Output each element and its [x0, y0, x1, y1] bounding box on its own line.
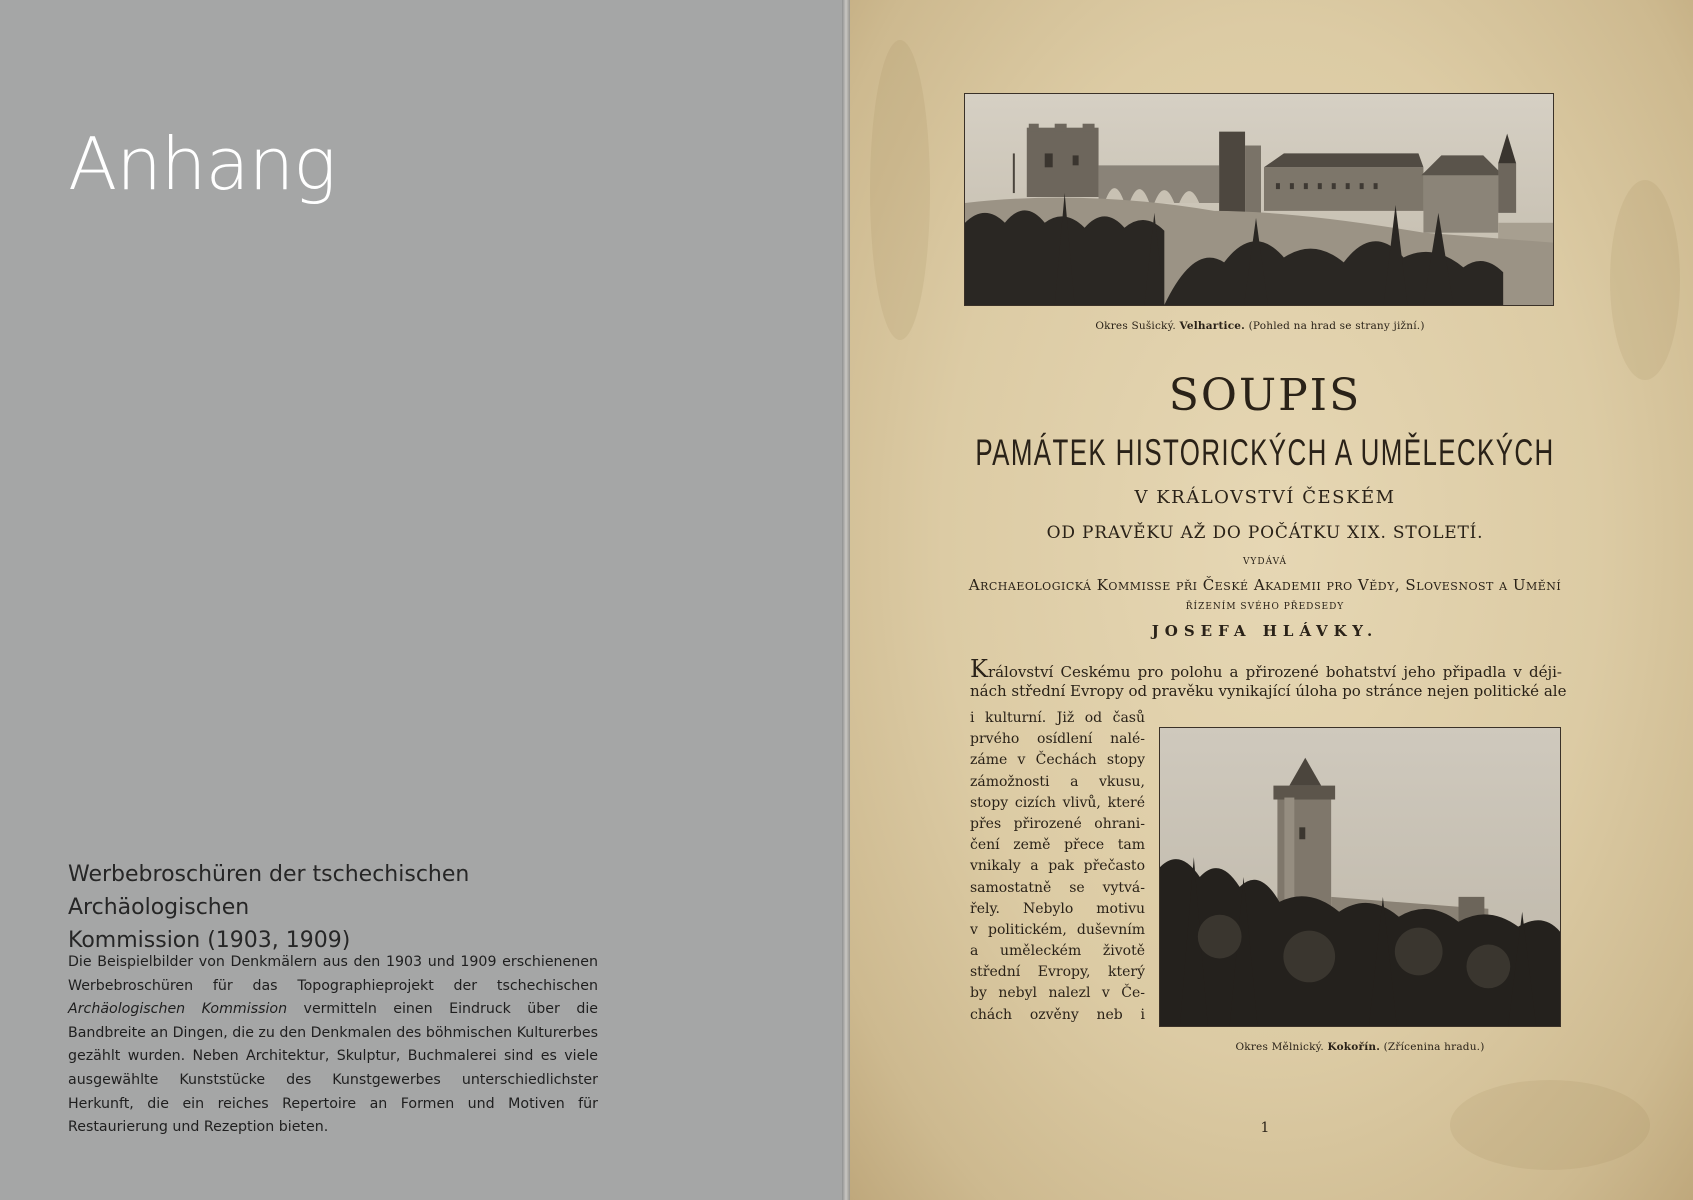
column-line: i kulturní. Již od časů	[970, 710, 1145, 726]
column-line: v politickém, duševním	[970, 921, 1145, 938]
column-line: řely. Nebylo motivu	[970, 900, 1145, 917]
column-line: vnikaly a pak přečasto	[970, 858, 1145, 875]
bottom-caption-suffix: (Zřícenina hradu.)	[1380, 1041, 1485, 1053]
column-line: záme v Čechách stopy	[970, 752, 1145, 769]
title-od-praveku: OD PRAVĚKU AŽ DO POČÁTKU XIX. STOLETÍ.	[1046, 523, 1484, 543]
title-pamatek: PAMÁTEK HISTORICKÝCH A UMĚLECKÝCH	[975, 432, 1555, 473]
top-caption-suffix: (Pohled na hrad se strany jižní.)	[1245, 320, 1425, 332]
page-number: 1	[1260, 1120, 1270, 1136]
intro-line-2: nách střední Evropy od pravěku vynikající úloha po stránce nejen politické ale	[970, 682, 1567, 700]
body-paragraph	[68, 951, 598, 1140]
publisher-name: Archaeologická Kommisse při České Akademii pro Vědy, Slovesnost a Umění	[968, 576, 1562, 594]
velhartice-castle-photo	[964, 93, 1554, 306]
column-line: přes přirozené ohrani-	[970, 815, 1145, 832]
top-caption-place: Velhartice.	[1179, 320, 1246, 332]
body-italic-term: Archäologischen Kommission	[68, 1001, 288, 1018]
bottom-caption-place: Kokořín.	[1327, 1041, 1381, 1053]
page-title: Anhang	[68, 122, 336, 206]
column-line: čení země přece tam	[970, 837, 1145, 854]
body-text-part-2: vermitteln einen Eindruck über die Bandbreite an Dingen, die zu den Denkmalen des böhmischen Kulturerbes gezählt wurden. Neben Architektur, Skulptur, Buchmalerei sind es viele ausgewählte Kunststücke des Kunstgewerbes unterschiedlichster Herkunft, die ein reiches Repertoire an Formen und Motiven für Restaurierung und Rezeption bieten.	[68, 1001, 598, 1136]
section-subtitle	[68, 858, 628, 957]
paper-stain	[1610, 180, 1680, 380]
publisher-label: VYDÁVÁ	[1242, 557, 1288, 567]
intro-line-1: Království Ceskému pro polohu a přirozené bohatství jeho připadla v déji-	[970, 655, 1562, 683]
column-line: by nebyl nalezl v Če-	[970, 985, 1145, 1002]
kokorin-castle-photo	[1159, 727, 1561, 1027]
right-page-scan	[850, 0, 1693, 1200]
column-line: střední Evropy, který	[970, 964, 1145, 981]
subtitle-line-1: Werbebroschüren der tschechischen Archäologischen	[68, 862, 470, 920]
body-text-part-1: Die Beispielbilder von Denkmälern aus den 1903 und 1909 erschienenen Werbebroschüren für das Topographieprojekt der tschechischen	[68, 954, 598, 994]
subtitle-line-2: Kommission (1903, 1909)	[68, 928, 351, 953]
chair-name: JOSEFA HLÁVKY.	[1151, 622, 1379, 640]
column-line: a uměleckém životě	[970, 943, 1145, 960]
bottom-caption-prefix: Okres Mělnický.	[1235, 1041, 1328, 1053]
drop-cap: K	[970, 655, 988, 683]
column-line: chách ozvěny neb i	[970, 1006, 1145, 1023]
title-kralovstvi: V KRÁLOVSTVÍ ČESKÉM	[1134, 487, 1396, 508]
column-text	[970, 708, 1145, 1026]
column-line: zámožnosti a vkusu,	[970, 773, 1145, 790]
title-soupis: SOUPIS	[1168, 370, 1362, 421]
column-line: samostatně se vytvá-	[970, 879, 1145, 896]
column-line: prvého osídlení nalé-	[970, 731, 1145, 748]
paper-stain	[870, 40, 930, 340]
left-page	[0, 0, 846, 1200]
intro-text	[970, 655, 1567, 702]
column-line: stopy cizích vlivů, které	[970, 794, 1145, 811]
top-caption-prefix: Okres Sušický.	[1095, 320, 1180, 332]
bottom-photo-caption	[1159, 1041, 1561, 1053]
top-photo-caption	[850, 320, 1670, 332]
chair-label: ŘÍZENÍM SVÉHO PŘEDSEDY	[1185, 602, 1345, 612]
